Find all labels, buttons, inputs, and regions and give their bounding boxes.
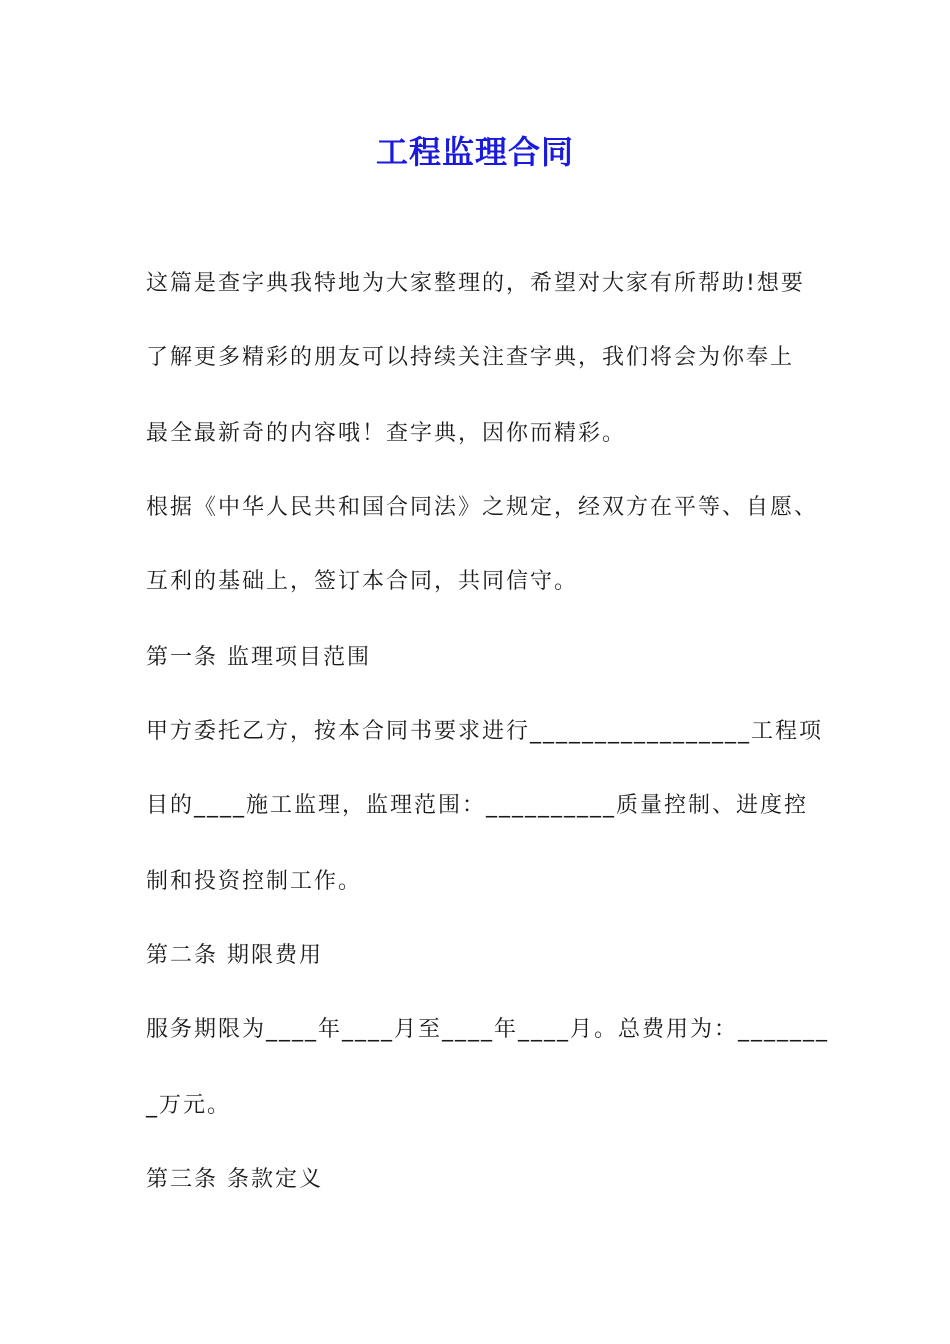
- paragraph-line: _万元。: [146, 1093, 232, 1118]
- paragraph-line: 制和投资控制工作。: [146, 869, 363, 894]
- paragraph-line: 互利的基础上，签订本合同，共同信守。: [146, 569, 579, 594]
- document-title: 工程监理合同: [375, 133, 574, 171]
- paragraph-line: 最全最新奇的内容哦！查字典，因你而精彩。: [146, 421, 627, 446]
- section-heading: 第三条 条款定义: [146, 1167, 323, 1192]
- paragraph-line: 甲方委托乙方，按本合同书要求进行_________________工程项: [146, 719, 824, 744]
- paragraph-line: 目的____施工监理，监理范围：__________质量控制、进度控: [146, 793, 809, 818]
- paragraph-line: 根据《中华人民共和国合同法》之规定，经双方在平等、自愿、: [146, 495, 819, 520]
- paragraph-line: 服务期限为____年____月至____年____月。总费用为：_______: [146, 1017, 830, 1042]
- section-heading: 第一条 监理项目范围: [146, 645, 371, 670]
- paragraph-line: 了解更多精彩的朋友可以持续关注查字典，我们将会为你奉上: [146, 345, 795, 370]
- paragraph-line: 这篇是查字典我特地为大家整理的，希望对大家有所帮助!想要: [146, 271, 805, 296]
- section-heading: 第二条 期限费用: [146, 943, 323, 968]
